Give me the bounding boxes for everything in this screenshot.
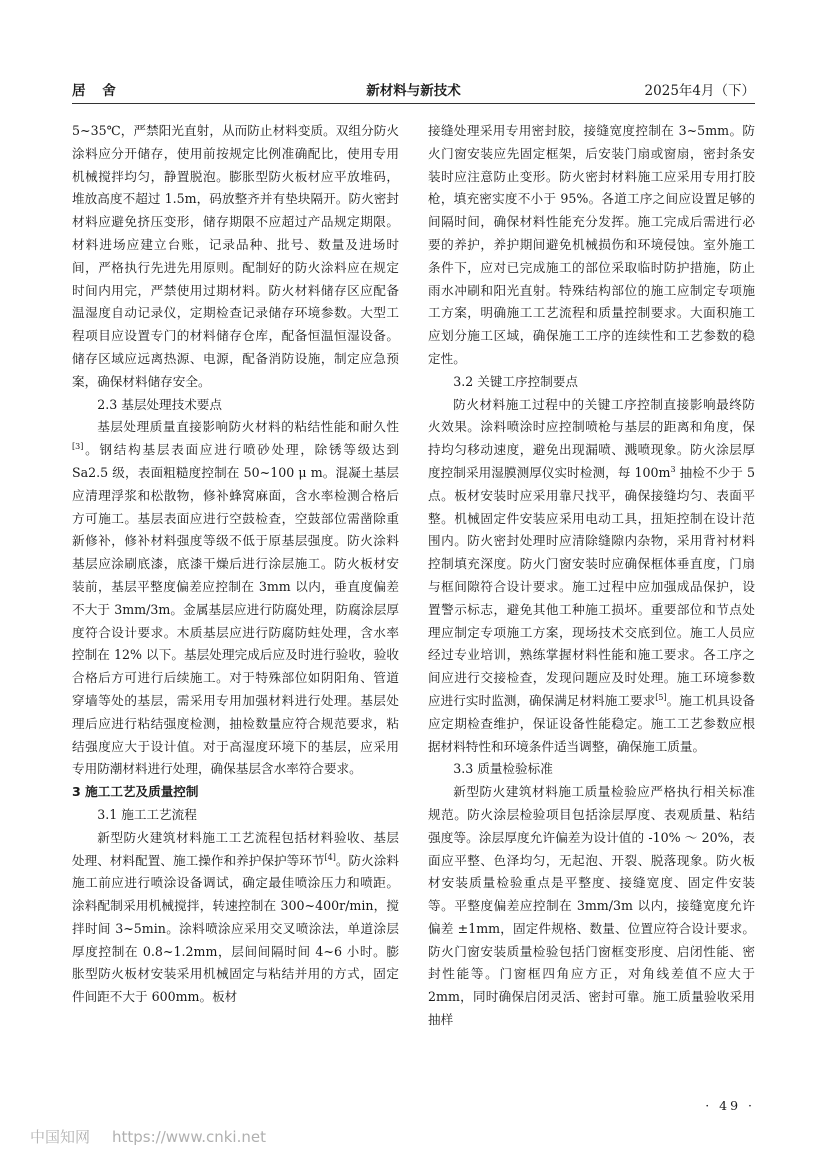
superscript: 3 — [670, 464, 676, 474]
citation: [5] — [655, 692, 667, 702]
right-column — [428, 120, 755, 1032]
issue-date: 2025年4月（下） — [644, 83, 755, 99]
journal-name: 居 舍 — [72, 83, 122, 99]
left-column — [72, 120, 399, 1009]
citation: [3] — [72, 441, 84, 451]
section-heading-3-1: 3.1 施工工艺流程 — [97, 806, 197, 822]
paragraph: 新型防火建筑材料施工工艺流程包括材料验收、基层处理、材料配置、施工操作和养护保护等环节[4]。防火涂料施工前应进行喷涂设备调试，确定最佳喷涂压力和喷距。涂料配制采用机械搅拌，转速控制在 300~400r/min，搅拌时间 3~5min。涂料喷涂应采用交叉喷涂法，单道涂层厚度控制在 0.8~1.2mm，层间间隔时间 4~6 小时。膨胀型防火板材安装采用机械固定与粘结并用的方式，固定件间距不大于 600mm。板材 — [72, 829, 400, 1005]
section-title: 新材料与新技术 — [366, 83, 461, 99]
citation: [4] — [324, 852, 336, 862]
section-heading-2-3: 2.3 基层处理技术要点 — [97, 396, 222, 412]
paragraph: 接缝处理采用专用密封胶，接缝宽度控制在 3~5mm。防火门窗安装应先固定框架，后安装门扇或窗扇，密封条安装时应注意防止变形。防火密封材料施工应采用专用打胶枪，填充密实度不小于 95%。各道工序之间应设置足够的间隔时间，确保材料性能充分发挥。施工完成后需进行必要的养护，养护期间避免机械损伤和环境侵蚀。室外施工条件下，应对已完成施工的部位采取临时防护措施，防止雨水冲刷和阳光直射。特殊结构部位的施工应制定专项施工方案，明确施工工艺流程和质量控制要求。大面积施工应划分施工区域，确保施工工序的连续性和工艺参数的稳定性。 — [428, 123, 755, 366]
section-heading-3: 3 施工工艺及质量控制 — [72, 784, 199, 800]
page-number: · 49 · — [705, 1098, 755, 1113]
header-rule — [72, 103, 755, 104]
paragraph: 5~35℃，严禁阳光直射，从而防止材料变质。双组分防火涂料应分开储存，使用前按规定比例准确配比，使用专用机械搅拌均匀，静置脱泡。膨胀型防火板材应平放堆码，堆放高度不超过 1.5m，码放整齐并有垫块隔开。防火密封材料应避免挤压变形，储存期限不应超过产品规定期限。材料进场应建立台账，记录品种、批号、数量及进场时间，严格执行先进先用原则。配制好的防火涂料应在规定时间内用完，严禁使用过期材料。防火材料储存区应配备温湿度自动记录仪，定期检查记录储存环境参数。大型工程项目应设置专门的材料储存仓库，配备恒温恒湿设备。储存区域应远离热源、电源，配备消防设施，制定应急预案，确保材料储存安全。 — [72, 123, 399, 389]
cnki-logo-text: 中国知网 — [30, 1128, 91, 1146]
paragraph: 新型防火建筑材料施工质量检验应严格执行相关标准规范。防火涂层检验项目包括涂层厚度、表观质量、粘结强度等。涂层厚度允许偏差为设计值的 -10% ～ 20%，表面应平整、色泽均匀，无起泡、开裂、脱落现象。防火板材安装质量检验重点是平整度、接缝宽度、固定件安装等。平整度偏差应控制在 3mm/3m 以内，接缝宽度允许偏差 ±1mm，固定件规格、数量、位置应符合设计要求。防火门窗安装质量检验包括门窗框变形度、启闭性能、密封性能等。门窗框四角应方正，对角线差值不应大于 2mm，同时确保启闭灵活、密封可靠。施工质量验收采用抽样 — [428, 784, 755, 1028]
paragraph: 基层处理质量直接影响防火材料的粘结性能和耐久性[3]。钢结构基层表面应进行喷砂处理，除锈等级达到 Sa2.5 级，表面粗糙度控制在 50~100 μ m。混凝土基层应清理浮浆和松散物，修补蜂窝麻面，含水率检测合格后方可施工。基层表面应进行空鼓检查，空鼓部位需凿除重新修补，修补材料强度等级不低于原基层强度。防火涂料基层应涂刷底漆，底漆干燥后进行涂层施工。防火板材安装前，基层平整度偏差应控制在 3mm 以内，垂直度偏差不大于 3mm/3m。金属基层应进行防腐处理，防腐涂层厚度符合设计要求。木质基层应进行防腐防蛀处理，含水率控制在 12% 以下。基层处理完成后应及时进行验收，验收合格后方可进行后续施工。对于特殊部位如阴阳角、管道穿墙等处的基层，需采用专用加强材料进行处理。基层处理后应进行粘结强度检测，抽检数量应符合规范要求，粘结强度应大于设计值。对于高湿度环境下的基层，应采用专用防潮材料进行处理，确保基层含水率符合要求。 — [72, 419, 399, 777]
watermark-footer — [30, 1126, 288, 1147]
section-heading-3-2: 3.2 关键工序控制要点 — [453, 373, 578, 389]
paragraph: 防火材料施工过程中的关键工序控制直接影响最终防火效果。涂料喷涂时应控制喷枪与基层的距离和角度，保持均匀移动速度，避免出现漏喷、溅喷现象。防火涂层厚度控制采用湿膜测厚仪实时检测，每 $100m^3$ 抽检不少于 5 点。板材安装时应采用靠尺找平，确保接缝均匀、表面平整。机械固定件安装应采用电动工具，扭矩控制在设计范围内。防火密封处理时应清除缝隙内杂物，采用背衬材料控制填充深度。防火门窗安装时应确保框体垂直度，门扇与框间隙符合设计要求。施工过程中应加强成品保护，设置警示标志，避免其他工种施工损坏。重要部位和节点处理应制定专项施工方案，现场技术交底到位。施工人员应经过专业培训，熟练掌握材料性能和施工要求。各工序之间应进行交接检查，发现问题应及时处理。施工环境参数应进行实时监测，确保满足材料施工要求[5]。施工机具设备应定期检查维护，保证设备性能稳定。施工工艺参数应根据材料特性和环境条件适当调整，确保施工质量。 — [428, 396, 756, 754]
section-heading-3-3: 3.3 质量检验标准 — [453, 761, 553, 777]
cnki-url: https://www.cnki.net — [112, 1128, 266, 1146]
